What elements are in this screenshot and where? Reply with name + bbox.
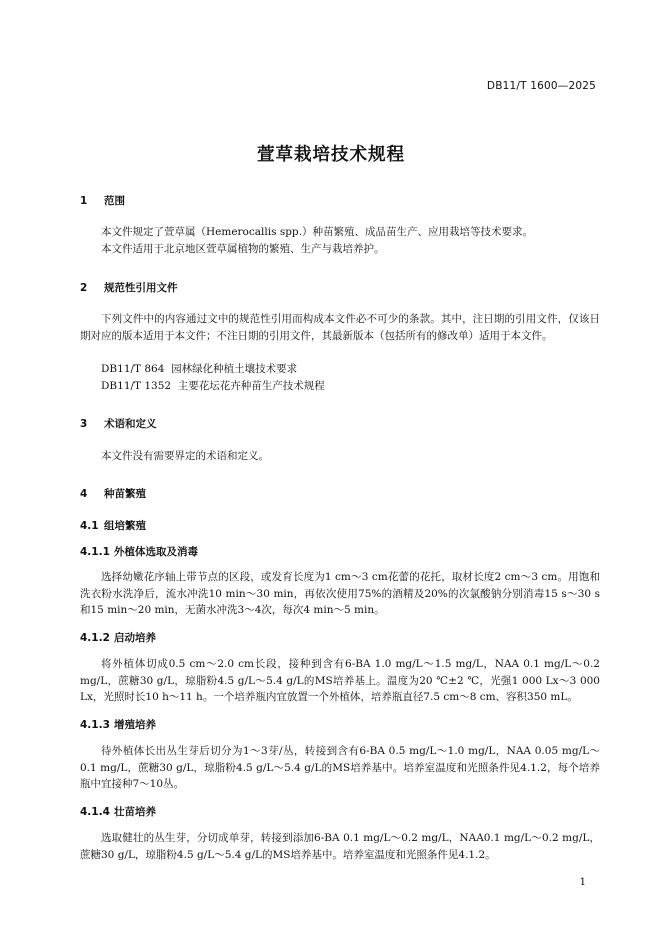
- subsection-4-1-3-heading: [80, 717, 156, 732]
- paragraph: 本文件没有需要界定的术语和定义。: [101, 450, 269, 462]
- section-3-heading: [80, 416, 157, 431]
- section-title: 规范性引用文件: [104, 282, 178, 294]
- paragraph: 本文件适用于北京地区萱草属植物的繁殖、生产与栽培养护。: [101, 243, 385, 255]
- reference-item: DB11/T 864 园林绿化种植土壤技术要求: [101, 363, 298, 375]
- section-title: 组培繁殖: [104, 520, 146, 532]
- paragraph: 待外植体长出丛生芽后切分为1～3芽/丛，转接到含有6-BA 0.5 mg/L～1.0 mg/L，NAA 0.05 mg/L～0.1 mg/L，蔗糖30 g/L，琼脂粉4.5 g/L～5.4 g/L的MS培养基中。培养室温度和光照条件见4.1.2，每个培养瓶中宜接种7～10丛。: [80, 745, 600, 790]
- section-number: 4.1.1: [80, 546, 110, 558]
- section-title: 范围: [104, 195, 125, 207]
- section-2-heading: [80, 280, 178, 295]
- section-number: 1: [80, 195, 88, 207]
- section-title: 增殖培养: [114, 719, 156, 731]
- section-title: 壮苗培养: [114, 806, 156, 818]
- section-number: 3: [80, 418, 88, 430]
- paragraph: 将外植体切成0.5 cm～2.0 cm长段，接种到含有6-BA 1.0 mg/L～1.5 mg/L，NAA 0.1 mg/L～0.2 mg/L，蔗糖30 g/L，琼脂粉4.5 g/L～5.4 g/L的MS培养基上。温度为20 ℃±2 ℃，光强1 000 Lx～3 000 Lx，光照时长10 h～11 h。一个培养瓶内宜放置一个外植体，培养瓶直径7.5 cm～8 cm、容积350 mL。: [80, 658, 600, 703]
- section-number: 4.1.4: [80, 806, 110, 818]
- section-title: 种苗繁殖: [104, 488, 146, 500]
- reference-item: DB11/T 1352 主要花坛花卉种苗生产技术规程: [101, 380, 325, 392]
- subsection-4-1-2-heading: [80, 630, 156, 645]
- paragraph: 选取健壮的丛生芽，分切成单芽，转接到添加6-BA 0.1 mg/L～0.2 mg/L，NAA0.1 mg/L～0.2 mg/L，蔗糖30 g/L，琼脂粉4.5 g/L～5.4 g/L的MS培养基中。培养室温度和光照条件见4.1.2。: [80, 832, 600, 861]
- section-title: 启动培养: [114, 632, 156, 644]
- section-number: 4: [80, 488, 88, 500]
- section-number: 4.1.3: [80, 719, 110, 731]
- section-1-heading: [80, 193, 125, 208]
- subsection-4-1-heading: [80, 518, 146, 533]
- paragraph: 选择幼嫩花序轴上带节点的区段，或发育长度为1 cm～3 cm花蕾的花托，取材长度2 cm～3 cm。用饱和洗衣粉水洗净后，流水冲洗10 min～30 min，再依次使用75%的酒精及20%的次氯酸钠分别消毒15 s～30 s和15 min～20 min，无菌水冲洗3～4次，每次4 min～5 min。: [80, 571, 600, 616]
- subsection-4-1-4-heading: [80, 804, 156, 819]
- section-number: 4.1: [80, 520, 99, 532]
- document-title: 萱草栽培技术规程: [257, 145, 405, 165]
- section-title: 术语和定义: [104, 418, 157, 430]
- section-number: 4.1.2: [80, 632, 110, 644]
- paragraph: 下列文件中的内容通过文中的规范性引用而构成本文件必不可少的条款。其中，注日期的引用文件，仅该日期对应的版本适用于本文件；不注日期的引用文件，其最新版本（包括所有的修改单）适用于本文件。: [80, 313, 600, 342]
- section-number: 2: [80, 282, 88, 294]
- paragraph: 本文件规定了萱草属（Hemerocallis spp.）种苗繁殖、成品苗生产、应用栽培等技术要求。: [101, 226, 533, 238]
- section-4-heading: [80, 486, 146, 501]
- section-title: 外植体选取及消毒: [114, 546, 198, 558]
- standard-number: DB11/T 1600—2025: [486, 80, 596, 92]
- subsection-4-1-1-heading: [80, 544, 198, 559]
- page-number: 1: [579, 877, 586, 888]
